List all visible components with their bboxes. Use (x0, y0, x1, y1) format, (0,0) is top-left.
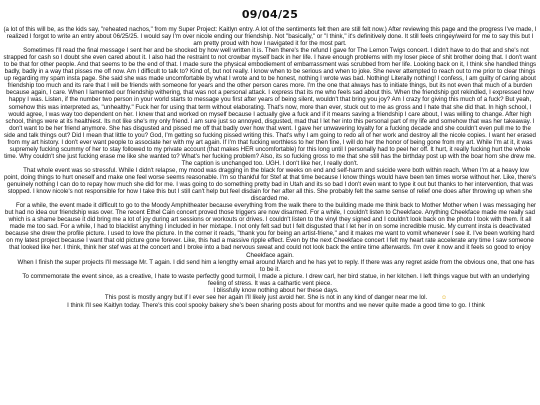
paragraph-5: When I finish the super projects I'll message Mr. T again. I did send him a lengthy email around March and he has yet to reply. If there was any regret aside from the obvious one, that one has to be it. (17, 258, 535, 273)
paragraph-2: Sometimes I'll read the final message I sent her and be shocked by how well written it is. Then there's the refund I gave for The Lemon Twigs concert. I didn't have to do that and she's not strapped for cash so I doubt she even cared about it. I also had the restraint to not crowbar myself back in her life. I have enough problems with my loser piece of shit brother doing that. I don't want to be that for other people. And that seems to be the end of that. I made sure the physical embodiement of embarrassment was scrubbed from her life. Looking back on it, I think she handled things badly, badly in a way that pisses me off now. Am I difficult to talk to? Kind of, but not really. I know when to be serious and when to joke. She never attempted to reach out to me prior to clear things up regarding my spam insta page. She said she was made uncomfortable by what I wrote and to be honest, nothing I wrote was bad. Nothing! Literally nothing! I confess, I am guilty of caring about friendship too much and its rare that I will be friends with someone for years and the other person cares more. I'm the one that always has to initiate things, but its not even that much of a burden because again, I care. When I lamented our friendship withering, that was not a personal attack. I express that its me who feels sad about this. When the friendship got rekindled, I expressed how happy I was. Listen, if the number two person in your world starts to message you first after years of being silent, wouldn't that bring you joy? Am I crazy for giving this much of a fuck? But yeah, somehow this was interpreted as, "unhealthy." Fuck her for using that term without elaborating. That's now, more than ever, stuck out to me as gross and I hate that she did that. In high school, I would agree, I was way too dependent on her. I knew that and worked on myself because I actually give a fuck and if it means saving a friendship I care about, I was willing to change. After high school, things were at its healthiest. Its not like she's my only friend. I am sure just so annoyed, disgusted, mad that I let her into this personal part of my life and somehow that was her takeaway. I don't want to be her friend anymore. She has disgusted and pissed me off that badly over how that went. I gave her unwavering loyalty for a fucking decade and she couldn't even pull me to the side and talk things out? Did I mean that little to you? God, I'm getting so fucking pissed writing this. That's why I am going to redo all of her work and destroy all the nicole copies. I want her erased from my art history. I don't ever want people to associate her with my art again. If I'm that fucking worthless to her then fine, I will do her the honor of being gone from my art. While I'm at it, it was supremely fucking scummy of her to stay followed to my private account (that makes HER uncomfortable) for this long until I personally had to peel her off. It hurt, it really fucking hurt the whole time. Why couldn't she just fucking erase me like she wanted to? What's her fucking problem? Also, its so fucking gross to me that she still has the birthday post up with the boar horn she drew me. The caption is unchanged too. UGH. I don't like her, I really don't. (3, 47, 537, 167)
entry-date: 09/04/25 (241, 8, 299, 21)
paragraph-6: To commemorate the event since, as a creative, I hate to waste perfectly good turmoil, I made a picture. I drew carl, her bird statue, in her kitchen. I left things vague but with an underlying feeling of stress. It was a cathartic vent piece. (22, 272, 530, 287)
paragraph-9: I think I'll see Kaitlyn today. There's this cool spooky bakery she's been sharing posts about for months and we never quite made a good time to go. I think (67, 301, 485, 309)
paragraph-8 (3, 294, 537, 302)
smiling-face-icon: ☺ (440, 294, 448, 301)
paragraph-3: That whole event was so stressful. While I didn't relapse, my mood was dragging in the black for weeks on end and self-harm and suicide were both within reach. When I'm at a heavy low point, doing things to hurt oneself and make one feel worse seems reasonable. I'm so thankful for Stef at that time because I know things would have been ten times worse without her. Like, there's genuinely nothing I can do to repay how much she did for me. I was going to do something pretty bad in Utah and its so bad I don't even want to type it out but thanks to her intervention, that was stopped. I know nicole's not responsible for how I take this but I still can't help but feel disdain for her after all this. She probably felt the same sense of relief one does after throwing up when she discarded me. (3, 166, 537, 203)
paragraph-4: For a while, the event made it difficult to go to the Moody Amphitheater because everything from the walk there to the building made me think back to Mother Mother when I was messaging her but had no idea our friendship was over. The recent Ethel Cain concert proved those triggers are now disarmed. For a while, I couldn't listen to Cheekface. Anything Cheekface made me really sad which is a shame because it did bring me a lot of joy during art sessions or workouts or drives. I couldn't listen to the vinyl they signed and I couldn't look back on the photo I took with them. It all made me too sad. For a while, I had to blacklist anything I included in her mixtape. I not only felt sad but I felt disgusted that I let her in on some incredible music. My current insta is deactivated because she drew the profile picture. I used to love the picture. In the corner it reads, "thank you for being an artist-friene," and it makes me want to vomit whenever I see it. I've been working hard on my latest project because I want that old picture gone forever. Like, this had a massive ripple effect. Even by the next Cheekface concert I felt my heart rate accelerate any time I saw someone that looked like her. I think, think her stef was at the concert and I broke into a bad nervous sweat and could not look back the entire time afterwards. I'm over it now and it feels so good to enjoy Cheekface again. (4, 202, 537, 259)
paragraph-7: I blissfully know nothing about her these days. (213, 286, 339, 294)
paragraph-1: (a lot of this will be, as the kids say, "reheated nachos," from my Super Project: Kaitlyn entry. A lot of the sentiments felt then are still felt now.) After reviewing this page and the progress I've made, I realized I forgot to write an entry about 06/25/25. I would say I'm over nicole ending our friendship. Not "basically," or "I think," it's definitively done. It still feels cringey/weird for me to say this but I am pretty proud with how I navigated it for the most part. (3, 26, 537, 48)
paragraph-8-text: This post is mostly angry but if I ever see her again I'll likely just avoid her. She is not in any kind of danger near me lol. (104, 293, 428, 301)
